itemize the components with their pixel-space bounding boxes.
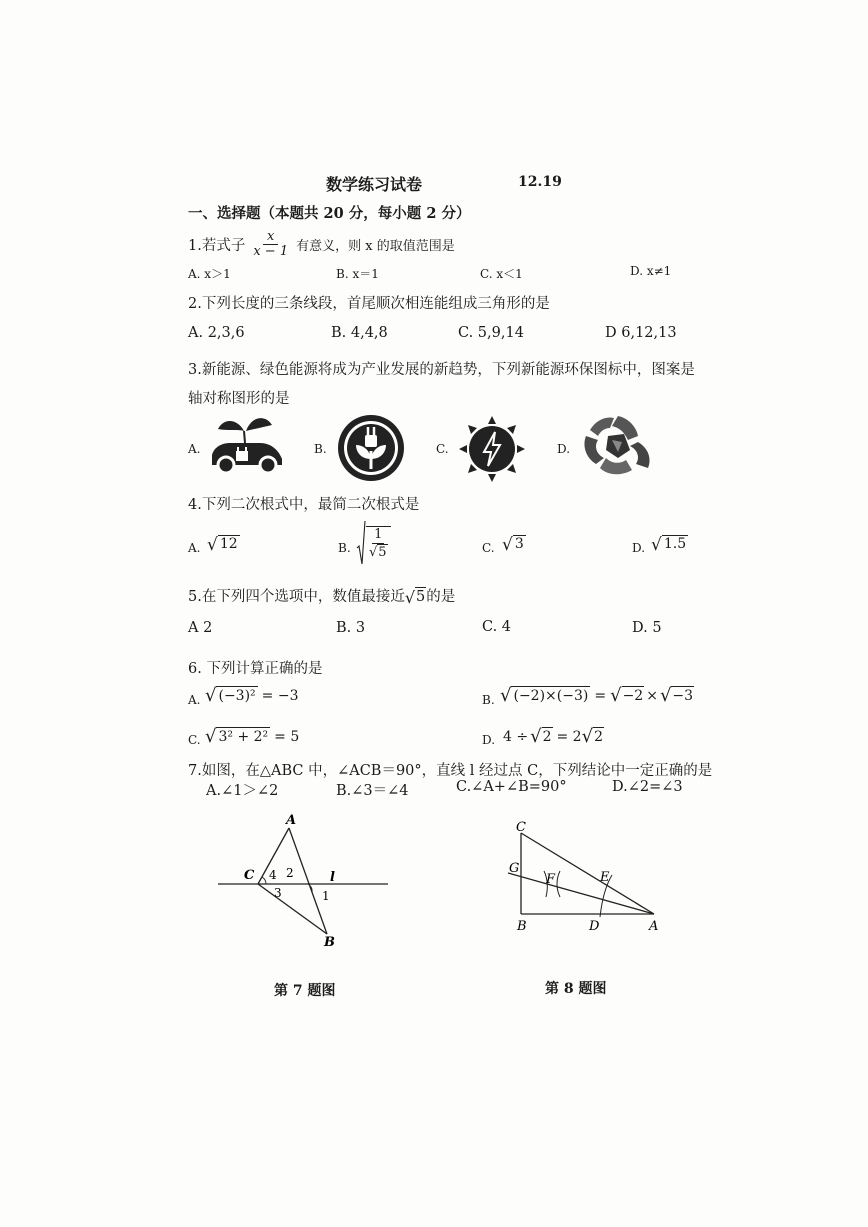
- q5-stem-prefix: 5.在下列四个选项中，数值最接近: [188, 589, 405, 605]
- q6-c-rhs: = 5: [274, 729, 300, 745]
- label-A: A: [649, 919, 659, 934]
- q6-label-d: D.: [482, 733, 496, 747]
- q6-c-radicand: 3² + 2²: [218, 729, 269, 745]
- tall-radical-sign-icon: [356, 520, 366, 566]
- ray-ag: [508, 873, 654, 914]
- q4-option-d-sqrt: [651, 535, 688, 554]
- q4-label-d: D.: [632, 541, 646, 555]
- q6-option-d-expr: [503, 727, 604, 746]
- q1-denominator: x − 1: [253, 243, 289, 259]
- q6-b-r2: −3: [672, 688, 694, 704]
- q3-label-a: A.: [188, 442, 201, 456]
- q4-label-a: A.: [188, 541, 201, 555]
- recycle-leaves-icon: [578, 412, 658, 478]
- q6-label-a: A.: [188, 693, 201, 707]
- q6-b-equals: =: [594, 688, 607, 704]
- q5-option-a: A 2: [188, 620, 213, 636]
- radical-sign-icon: √: [404, 588, 416, 607]
- q6-d-lhs: 4 ÷: [503, 729, 529, 745]
- q6-option-c-expr: [205, 727, 299, 746]
- q5-option-b: B. 3: [336, 620, 366, 636]
- q4-b-inner-radicand: 5: [378, 544, 387, 560]
- q7-stem: 7.如图，在△ABC 中，∠ACB＝90°，直线 l 经过点 C，下列结论中一定正确的是: [188, 763, 713, 779]
- arc-f2: [557, 871, 560, 897]
- q4-label-c: C.: [482, 541, 495, 555]
- q4-stem: 4.下列二次根式中，最简二次根式是: [188, 497, 420, 513]
- label-F: F: [546, 872, 556, 887]
- q1-option-d: D. x≠1: [630, 264, 672, 278]
- q1-numerator: x: [263, 230, 278, 245]
- q4-option-a-sqrt: [207, 535, 240, 554]
- q4-d-radicand: 1.5: [663, 536, 687, 552]
- figure-8-caption: 第 8 题图: [545, 981, 607, 997]
- figure-7-caption: 第 7 题图: [274, 983, 336, 999]
- radical-sign-icon: √: [659, 685, 672, 707]
- q1-suffix: 有意义，则 x 的取值范围是: [296, 238, 455, 254]
- q3-label-b: B.: [314, 442, 327, 456]
- q1-stem: [188, 230, 455, 258]
- radical-sign-icon: √: [369, 544, 378, 560]
- q3-label-d: D.: [557, 442, 571, 456]
- label-angle-3: 3: [274, 886, 282, 900]
- q2-option-c: C. 5,9,14: [458, 325, 524, 341]
- q6-b-r1: −2: [622, 688, 644, 704]
- q6-stem: 6. 下列计算正确的是: [188, 661, 323, 677]
- label-E: E: [600, 870, 610, 885]
- label-G: G: [509, 861, 520, 876]
- radical-sign-icon: √: [205, 726, 217, 748]
- q1-option-a: A. x＞1: [188, 267, 231, 281]
- q2-option-d: D 6,12,13: [605, 325, 677, 341]
- q5-radicand: 5: [416, 588, 426, 605]
- q3-label-c: C.: [436, 442, 449, 456]
- q7-option-b: B.∠3＝∠4: [336, 783, 409, 799]
- q2-option-a: A. 2,3,6: [188, 325, 245, 341]
- eco-plug-icon: [336, 413, 406, 483]
- radical-sign-icon: √: [502, 534, 513, 555]
- label-C: C: [516, 820, 526, 835]
- q6-d-radicand: 2: [542, 729, 552, 745]
- q6-option-a-expr: [205, 686, 299, 705]
- radical-sign-icon: √: [581, 726, 594, 748]
- q1-prefix: 1.若式子: [188, 237, 246, 254]
- label-angle-1: 1: [322, 889, 330, 903]
- q6-label-b: B.: [482, 693, 495, 707]
- q3-stem-line2: 轴对称图形的是: [188, 391, 290, 407]
- label-B: B: [324, 935, 335, 950]
- q4-option-c-sqrt: [502, 535, 526, 554]
- segment-ab: [289, 828, 327, 934]
- radical-sign-icon: √: [207, 534, 218, 555]
- q6-label-c: C.: [188, 733, 201, 747]
- q1-fraction: [249, 230, 292, 258]
- figure-8-diagram: [500, 815, 670, 940]
- q4-b-fraction: [366, 526, 391, 560]
- radical-sign-icon: √: [530, 726, 542, 748]
- q6-a-rhs: = −3: [261, 688, 299, 704]
- q4-b-numerator: 1: [374, 526, 383, 542]
- green-car-icon: [208, 413, 286, 475]
- label-C: C: [244, 868, 255, 883]
- label-l: l: [330, 870, 335, 885]
- q5-stem-suffix: 的是: [426, 589, 456, 605]
- angle-arc-c: [262, 877, 266, 884]
- q4-a-radicand: 12: [219, 536, 238, 552]
- q3-stem-line1: 3.新能源、绿色能源将成为产业发展的新趋势，下列新能源环保图标中，图案是: [188, 362, 695, 378]
- segment-ca: [521, 833, 654, 914]
- q4-b-denominator: [369, 544, 388, 561]
- q6-a-radicand: (−3)²: [218, 688, 256, 704]
- label-angle-4: 4: [269, 868, 277, 882]
- q7-option-c: C.∠A+∠B=90°: [456, 779, 567, 795]
- radical-sign-icon: √: [651, 534, 662, 555]
- q2-stem: 2.下列长度的三条线段，首尾顺次相连能组成三角形的是: [188, 296, 550, 312]
- q7-option-d: D.∠2=∠3: [612, 779, 683, 795]
- q6-b-lhs: (−2)×(−3): [513, 688, 589, 704]
- label-A: A: [286, 813, 297, 828]
- figure-7-diagram: [210, 810, 390, 950]
- label-angle-2: 2: [286, 866, 294, 880]
- q5-option-d: D. 5: [632, 620, 662, 636]
- q6-option-b-expr: [500, 686, 694, 705]
- q1-option-c: C. x＜1: [480, 267, 523, 281]
- solar-lightning-icon: [457, 414, 527, 484]
- q4-option-b-sqrt: [356, 520, 391, 566]
- q6-b-times: ×: [646, 688, 658, 704]
- label-B: B: [517, 919, 527, 934]
- radical-sign-icon: √: [205, 685, 217, 707]
- q6-d-radicand2: 2: [594, 729, 603, 745]
- q4-label-b: B.: [338, 541, 351, 555]
- segment-cb: [258, 884, 327, 934]
- q6-d-rhs: = 2: [556, 729, 582, 745]
- q5-option-c: C. 4: [482, 619, 512, 635]
- section-heading: 一、选择题（本题共 20 分，每小题 2 分）: [188, 205, 471, 222]
- q5-stem: [188, 585, 455, 606]
- radical-sign-icon: √: [610, 685, 622, 707]
- radical-sign-icon: √: [500, 685, 512, 707]
- label-D: D: [589, 919, 600, 934]
- exam-date: 12.19: [518, 174, 562, 190]
- q1-option-b: B. x＝1: [336, 267, 379, 281]
- q2-option-b: B. 4,4,8: [331, 325, 388, 341]
- page-title: 数学练习试卷: [326, 175, 423, 194]
- q4-c-radicand: 3: [514, 536, 524, 552]
- q7-option-a: A.∠1＞∠2: [206, 783, 279, 799]
